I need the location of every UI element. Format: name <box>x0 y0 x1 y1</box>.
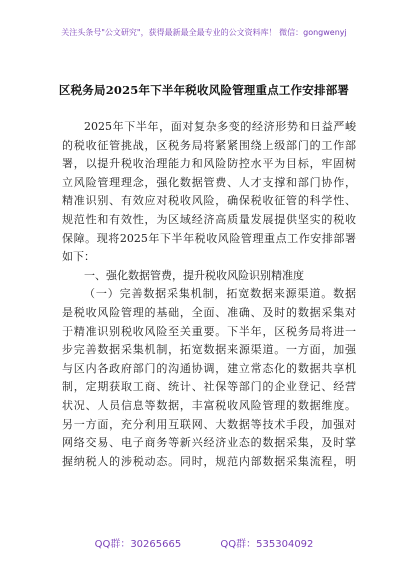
paragraph-line: 的税收征管挑战，区税务局将紧紧围绕上级部门的工作部 <box>62 138 356 152</box>
paragraph-line: 与区内各政府部门的沟通协调，建立常态化的数据共享机 <box>62 361 356 375</box>
section-heading: 一、强化数据管费，提升税收风险识别精准度 <box>84 268 304 282</box>
paragraph-line: 步完善数据采集机制，拓宽数据来源渠道。一方面，加强 <box>62 343 356 357</box>
paragraph-line: 于精准识别税收风险至关重要。下半年，区税务局将进一 <box>62 324 356 338</box>
paragraph-line: 制，定期获取工商、统计、社保等部门的企业登记、经营 <box>62 380 356 394</box>
footer-watermark <box>0 535 408 550</box>
paragraph-line: 网络交易、电子商务等新兴经济业态的数据采集，及时掌 <box>62 436 356 450</box>
paragraph-line: 保障。现将2025年下半年税收风险管理重点工作安排部署 <box>62 231 356 245</box>
paragraph-line: 精准识别、有效应对税收风险，确保税收征管的科学性、 <box>62 194 356 208</box>
paragraph-line: 另一方面，充分利用互联网、大数据等技术手段，加强对 <box>62 417 356 431</box>
paragraph-line: 状况、人员信息等数据，丰富税收风险管理的数据维度。 <box>62 398 356 412</box>
document-body <box>62 118 356 471</box>
header-watermark: 关注头条号"公文研究"，获得最新最全最专业的公文资料库！ 微信：gongwenyj <box>61 28 347 37</box>
paragraph-line: 署，以提升税收治理能力和风险防控水平为目标，牢固树 <box>62 157 356 171</box>
qq-group-1: QQ群：30265665 <box>94 539 182 550</box>
paragraph-line: 如下： <box>62 250 95 264</box>
paragraph-line: 握纳税人的涉税动态。同时，规范内部数据采集流程，明 <box>62 454 356 468</box>
paragraph-line: 立风险管理理念，强化数据管费、人才支撑和部门协作， <box>62 175 356 189</box>
paragraph-line: （一）完善数据采集机制，拓宽数据来源渠道。数据 <box>84 287 356 301</box>
paragraph-line: 2025年下半年，面对复杂多变的经济形势和日益严峻 <box>84 120 356 133</box>
document-title: 区税务局2025年下半年税收风险管理重点工作安排部署 <box>58 83 350 97</box>
paragraph-line: 是税收风险管理的基础，全面、准确、及时的数据采集对 <box>62 305 356 319</box>
qq-group-2: QQ群：535304092 <box>220 539 314 550</box>
paragraph-line: 规范性和有效性，为区域经济高质量发展提供坚实的税收 <box>62 212 356 226</box>
